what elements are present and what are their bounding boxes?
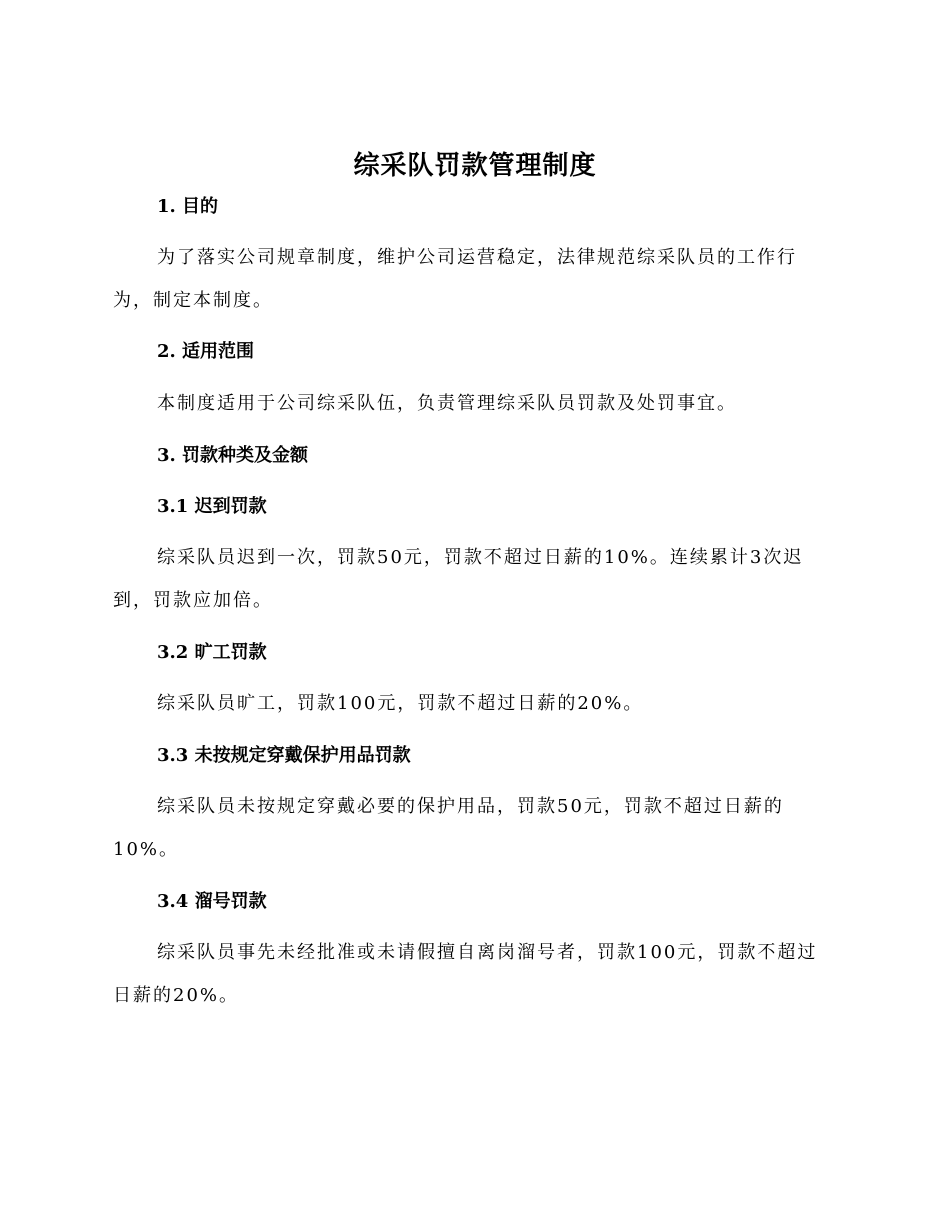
section-heading-late-fine: 3.1 迟到罚款 bbox=[157, 496, 267, 517]
section-body-scope: 本制度适用于公司综采队伍，负责管理综采队员罚款及处罚事宜。 bbox=[157, 393, 737, 414]
document-title: 综采队罚款管理制度 bbox=[353, 151, 597, 181]
section-body-leaving-post-fine: 综采队员事先未经批准或未请假擅自离岗溜号者，罚款100元，罚款不超过日薪的20%。 bbox=[113, 942, 818, 1006]
section-body-absence-fine: 综采队员旷工，罚款100元，罚款不超过日薪的20%。 bbox=[157, 693, 644, 714]
section-heading-fine-types: 3. 罚款种类及金额 bbox=[157, 445, 309, 466]
section-heading-protective-gear-fine: 3.3 未按规定穿戴保护用品罚款 bbox=[157, 745, 411, 766]
section-heading-absence-fine: 3.2 旷工罚款 bbox=[157, 642, 267, 663]
section-body-late-fine: 综采队员迟到一次，罚款50元，罚款不超过日薪的10%。连续累计3次迟到，罚款应加倍。 bbox=[113, 547, 804, 611]
section-body-purpose: 为了落实公司规章制度，维护公司运营稳定，法律规范综采队员的工作行为，制定本制度。 bbox=[113, 247, 797, 311]
section-heading-scope: 2. 适用范围 bbox=[157, 341, 255, 362]
section-body-protective-gear-fine: 综采队员未按规定穿戴必要的保护用品，罚款50元，罚款不超过日薪的10%。 bbox=[113, 796, 784, 860]
section-heading-purpose: 1. 目的 bbox=[157, 196, 219, 217]
section-heading-leaving-post-fine: 3.4 溜号罚款 bbox=[157, 891, 267, 912]
